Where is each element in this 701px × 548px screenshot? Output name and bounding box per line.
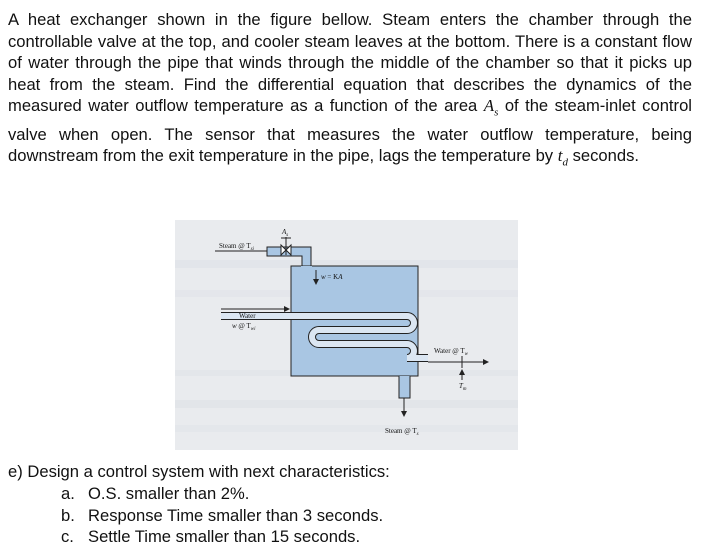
- list-item-text: Response Time smaller than 3 seconds.: [88, 505, 384, 525]
- delay-symbol: t: [557, 146, 563, 166]
- steam-in-label: Steam @ $T_{si}$: [219, 242, 254, 252]
- part-e-heading: e) Design a control system with next characteristics:: [8, 462, 390, 481]
- requirements-list: [61, 483, 383, 548]
- sensor-label: $T_m$: [459, 382, 467, 392]
- problem-text-1: A heat exchanger shown in the figure bellow. Steam enters the chamber through the controllable valve at the top, and cooler steam leaves at the bottom. There is a constant flow of water through the pipe that winds through the middle of the chamber so that it picks up heat from the steam. Find the differential equation that describes the dynamics of the measured water outflow temperature as a function of the area: [8, 10, 692, 115]
- valve-icon: [281, 237, 291, 255]
- area-subscript: s: [494, 106, 499, 119]
- exchanger-chamber: [291, 266, 418, 376]
- area-symbol: A: [483, 96, 495, 115]
- list-marker: c.: [61, 527, 74, 546]
- water-in-title: Water: [239, 312, 256, 320]
- problem-statement: [8, 9, 692, 174]
- list-marker: a.: [61, 484, 75, 503]
- steam-out-label: Steam @ $T_s$: [385, 427, 419, 437]
- heat-exchanger-figure: [175, 220, 518, 450]
- list-item-text: Settle Time smaller than 15 seconds.: [88, 527, 361, 546]
- flow-equation-label: w = KA: [321, 273, 343, 281]
- list-item: [61, 483, 383, 505]
- water-in-label: w @ $T_{wi}$: [232, 322, 256, 332]
- list-marker: b.: [61, 505, 75, 525]
- steam-outlet-pipe: [399, 376, 410, 398]
- problem-text-3: seconds.: [567, 146, 639, 166]
- list-item: [61, 526, 383, 548]
- delay-subscript: d: [562, 156, 568, 169]
- list-item: [61, 505, 383, 527]
- water-out-label: Water @ $T_w$: [434, 347, 468, 357]
- heat-exchanger-diagram: [175, 220, 518, 450]
- problem-text-2: of the steam-inlet control valve when open. The sensor that measures the water outflow temperature, being downstream from the exit temperature in the pipe, lags the temperature by: [8, 96, 692, 166]
- valve-label: $A_s$: [282, 228, 289, 238]
- list-item-text: O.S. smaller than 2%.: [88, 484, 250, 503]
